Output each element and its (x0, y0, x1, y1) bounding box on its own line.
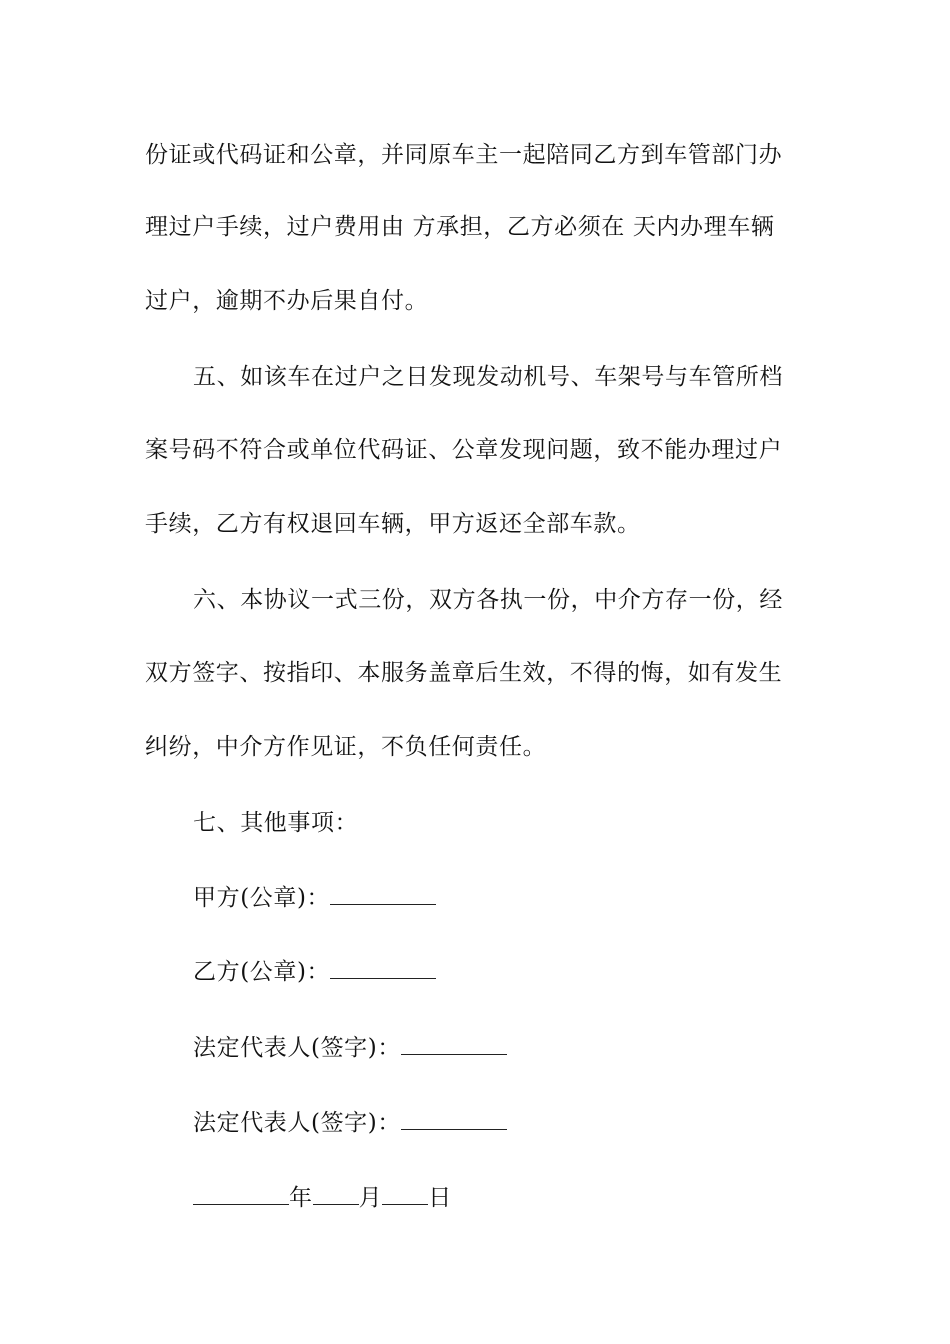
clause-6-line: 六、本协议一式三份，双方各执一份，中介方存一份，经 (193, 587, 783, 613)
clause-6-line: 纠纷，中介方作见证，不负任何责任。 (145, 734, 547, 760)
day-label: 日 (428, 1185, 452, 1211)
legal-rep-2-label: 法定代表人(签字)： (193, 1110, 401, 1136)
party-a-blank[interactable] (330, 882, 436, 905)
month-blank[interactable] (313, 1182, 359, 1205)
legal-rep-1-blank[interactable] (401, 1032, 507, 1055)
clause-5-line: 五、如该车在过户之日发现发动机号、车架号与车管所档 (193, 364, 783, 390)
paragraph-line: 过户，逾期不办后果自付。 (145, 288, 429, 314)
date-line (193, 1182, 452, 1214)
party-b-blank[interactable] (330, 956, 436, 979)
day-blank[interactable] (382, 1182, 428, 1205)
party-b-signature-line (193, 956, 436, 988)
clause-7-heading: 七、其他事项： (193, 810, 359, 836)
clause-6-line: 双方签字、按指印、本服务盖章后生效，不得的悔，如有发生 (145, 660, 783, 686)
legal-rep-2-blank[interactable] (401, 1107, 507, 1130)
party-a-label: 甲方(公章)： (193, 885, 331, 911)
clause-5-line: 手续，乙方有权退回车辆，甲方返还全部车款。 (145, 511, 641, 537)
paragraph-line: 份证或代码证和公章，并同原车主一起陪同乙方到车管部门办 (145, 142, 783, 168)
clause-5-line: 案号码不符合或单位代码证、公章发现问题，致不能办理过户 (145, 437, 783, 463)
legal-rep-1-signature-line (193, 1032, 507, 1064)
legal-rep-1-label: 法定代表人(签字)： (193, 1035, 401, 1061)
party-b-label: 乙方(公章)： (193, 959, 331, 985)
party-a-signature-line (193, 882, 436, 914)
paragraph-line: 理过户手续，过户费用由 方承担，乙方必须在 天内办理车辆 (145, 214, 775, 240)
year-label: 年 (289, 1185, 313, 1211)
year-blank[interactable] (193, 1182, 289, 1205)
month-label: 月 (358, 1185, 383, 1211)
legal-rep-2-signature-line (193, 1107, 507, 1139)
